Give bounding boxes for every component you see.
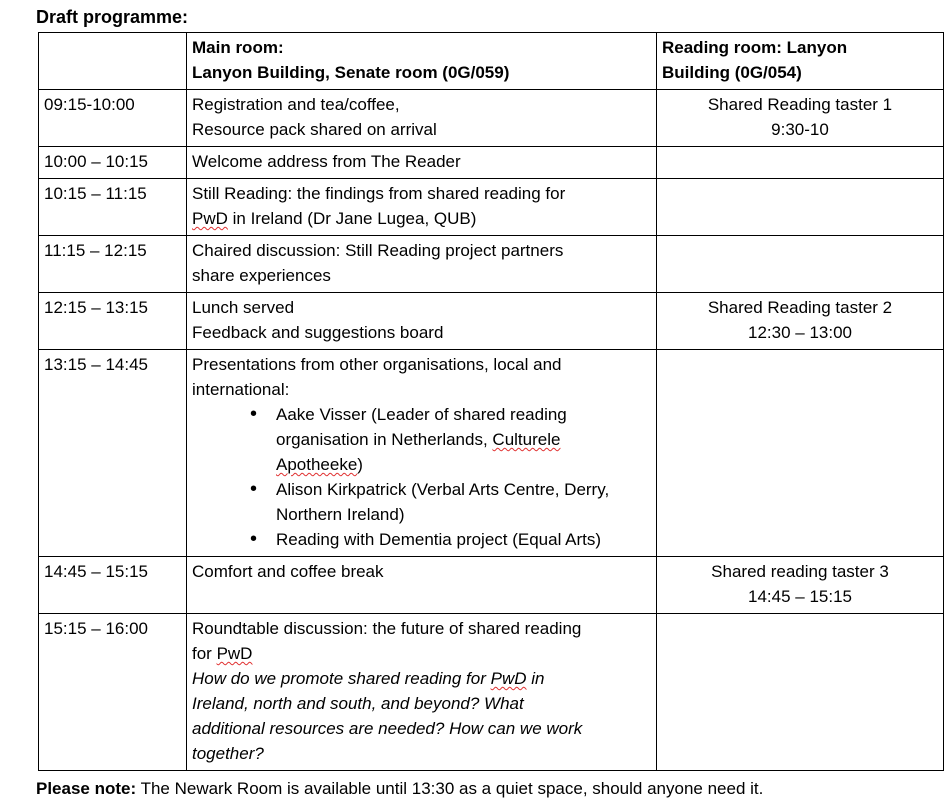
cell-main [187,90,657,147]
main-line: PwD in Ireland (Dr Jane Lugea, QUB) [192,209,477,228]
table-row [39,236,944,293]
cell-reading [657,293,944,350]
main-line: Chaired discussion: Still Reading project partners [192,241,564,260]
cell-time: 12:15 – 13:15 [39,293,187,350]
main-line: Registration and tea/coffee, [192,95,400,114]
reading-line: 12:30 – 13:00 [748,323,852,342]
table-row [39,557,944,614]
cell-reading [657,179,944,236]
cell-reading [657,236,944,293]
main-italic-line: additional resources are needed? How can we work [192,719,583,738]
main-italic-line: together? [192,744,264,763]
cell-main [187,614,657,771]
main-italic-line: How do we promote shared reading for PwD in [192,669,545,688]
table-header-row [39,33,944,90]
list-item: • Alison Kirkpatrick (Verbal Arts Centre, Derry, Northern Ireland) [250,477,651,527]
list-item: • Reading with Dementia project (Equal Arts) [250,527,651,552]
main-italic-line: Ireland, north and south, and beyond? What [192,694,524,713]
header-cell-time [39,33,187,90]
cell-time: 09:15-10:00 [39,90,187,147]
header-main-line-2: Lanyon Building, Senate room (0G/059) [192,63,510,82]
main-line: for PwD [192,644,253,663]
main-line: Resource pack shared on arrival [192,120,437,139]
main-line: share experiences [192,266,331,285]
programme-table [38,32,944,771]
spellcheck-word: Culturele Apotheeke [276,430,561,474]
cell-main [187,147,657,179]
main-line: Welcome address from The Reader [192,152,461,171]
main-line: international: [192,380,290,399]
cell-reading [657,614,944,771]
cell-time: 13:15 – 14:45 [39,350,187,557]
cell-main [187,179,657,236]
page-title: Draft programme: [36,7,189,27]
cell-reading [657,147,944,179]
table-row [39,147,944,179]
table-row [39,614,944,771]
header-cell-main-room [187,33,657,90]
cell-time: 11:15 – 12:15 [39,236,187,293]
cell-time: 10:00 – 10:15 [39,147,187,179]
header-reading-line-2: Building (0G/054) [662,63,802,82]
reading-line: Shared Reading taster 1 [707,95,893,114]
table-row [39,179,944,236]
cell-reading [657,350,944,557]
reading-line: Shared reading taster 3 [711,562,889,581]
cell-main [187,293,657,350]
cell-time: 10:15 – 11:15 [39,179,187,236]
main-line: Roundtable discussion: the future of shared reading [192,619,582,638]
cell-main [187,236,657,293]
spellcheck-word: PwD [490,669,527,688]
header-cell-reading-room [657,33,944,90]
reading-line: 9:30-10 [771,120,829,139]
presentations-list [192,402,651,552]
main-line: Still Reading: the findings from shared reading for [192,184,566,203]
cell-main [187,557,657,614]
table-row [39,293,944,350]
footer-note-text: The Newark Room is available until 13:30 as a quiet space, should anyone need it. [136,779,764,798]
header-reading-line-1: Reading room: Lanyon [662,38,848,57]
footer-note-label: Please note: [36,779,137,798]
cell-reading [657,90,944,147]
cell-time: 15:15 – 16:00 [39,614,187,771]
cell-main [187,350,657,557]
table-row [39,90,944,147]
header-main-line-1: Main room: [192,38,284,57]
main-line: Feedback and suggestions board [192,323,444,342]
spellcheck-word: PwD [192,209,228,228]
spellcheck-word: PwD [216,644,253,663]
main-line: Presentations from other organisations, local and [192,355,562,374]
reading-line: 14:45 – 15:15 [748,587,852,606]
footer-note [36,777,941,801]
main-line: Comfort and coffee break [192,562,384,581]
reading-line: Shared Reading taster 2 [707,298,893,317]
main-line: Lunch served [192,298,295,317]
cell-time: 14:45 – 15:15 [39,557,187,614]
table-row [39,350,944,557]
cell-reading [657,557,944,614]
list-item: • Aake Visser (Leader of shared reading organisation in Netherlands, Culturele Apotheeke) [250,402,651,477]
